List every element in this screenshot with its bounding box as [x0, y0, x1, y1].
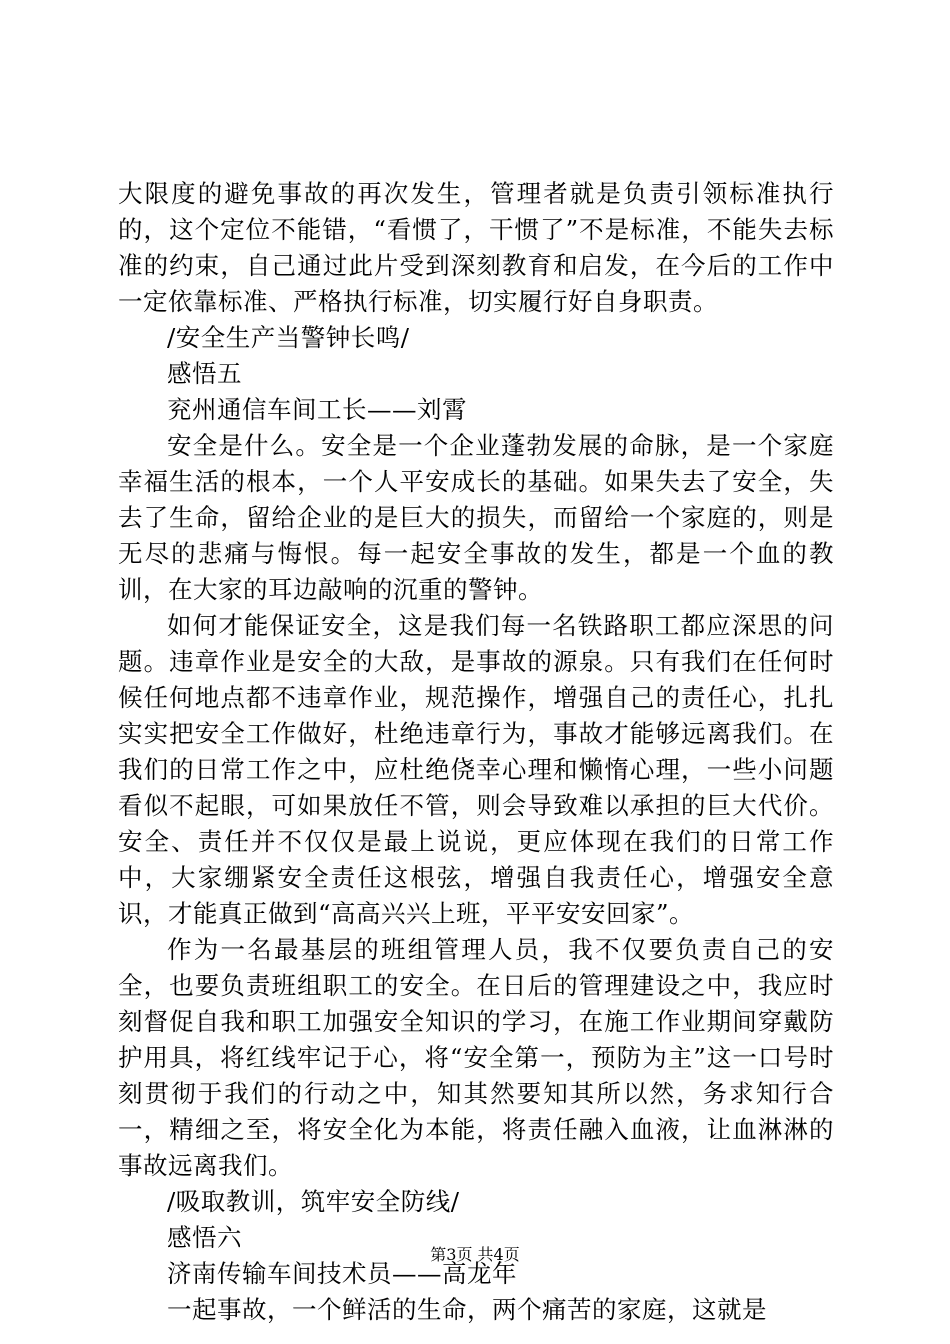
section-heading: 感悟六	[167, 1223, 242, 1252]
section-heading: /吸取教训，筑牢安全防线/	[167, 1187, 460, 1216]
section-heading: /安全生产当警钟长鸣/	[167, 323, 410, 352]
section-heading: 感悟五	[167, 359, 242, 388]
body-paragraph: 作为一名最基层的班组管理人员，我不仅要负责自己的安全，也要负责班组职工的安全。在日后的管理建设之中，我应时刻督促自我和职工加强安全知识的学习，在施工作业期间穿戴防护用具，将红线牢记于心，将“安全第一，预防为主”这一口号时刻贯彻于我们的行动之中，知其然要知其所以然，务求知行合一，精细之至，将安全化为本能，将责任融入血液，让血淋淋的事故远离我们。	[118, 935, 834, 1180]
body-paragraph: 如何才能保证安全，这是我们每一名铁路职工都应深思的问题。违章作业是安全的大敌，是事故的源泉。只有我们在任何时候任何地点都不违章作业，规范操作，增强自己的责任心，扎扎实实把安全工作做好，杜绝违章行为，事故才能够远离我们。在我们的日常工作之中，应杜绝侥幸心理和懒惰心理，一些小问题看似不起眼，可如果放任不管，则会导致难以承担的巨大代价。安全、责任并不仅仅是最上说说，更应体现在我们的日常工作中，大家绷紧安全责任这根弦，增强自我责任心，增强安全意识，才能真正做到“高高兴兴上班，平平安安回家”。	[118, 611, 834, 928]
section-heading: 济南传输车间技术员——高龙年	[167, 1259, 517, 1288]
body-paragraph: 一起事故，一个鲜活的生命，两个痛苦的家庭，这就是	[167, 1295, 767, 1324]
body-paragraph: 大限度的避免事故的再次发生，管理者就是负责引领标准执行的，这个定位不能错，“看惯了，干惯了”不是标准，不能失去标准的约束，自己通过此片受到深刻教育和启发，在今后的工作中一定依靠标准、严格执行标准，切实履行好自身职责。	[118, 179, 834, 316]
page-footer: 第3页 共4页	[430, 1245, 520, 1264]
body-paragraph: 安全是什么。安全是一个企业蓬勃发展的命脉，是一个家庭幸福生活的根本，一个人平安成长的基础。如果失去了安全，失去了生命，留给企业的是巨大的损失，而留给一个家庭的，则是无尽的悲痛与悔恨。每一起安全事故的发生，都是一个血的教训，在大家的耳边敲响的沉重的警钟。	[118, 431, 834, 604]
section-heading: 兖州通信车间工长——刘霄	[167, 395, 467, 424]
document-body	[118, 176, 834, 1328]
